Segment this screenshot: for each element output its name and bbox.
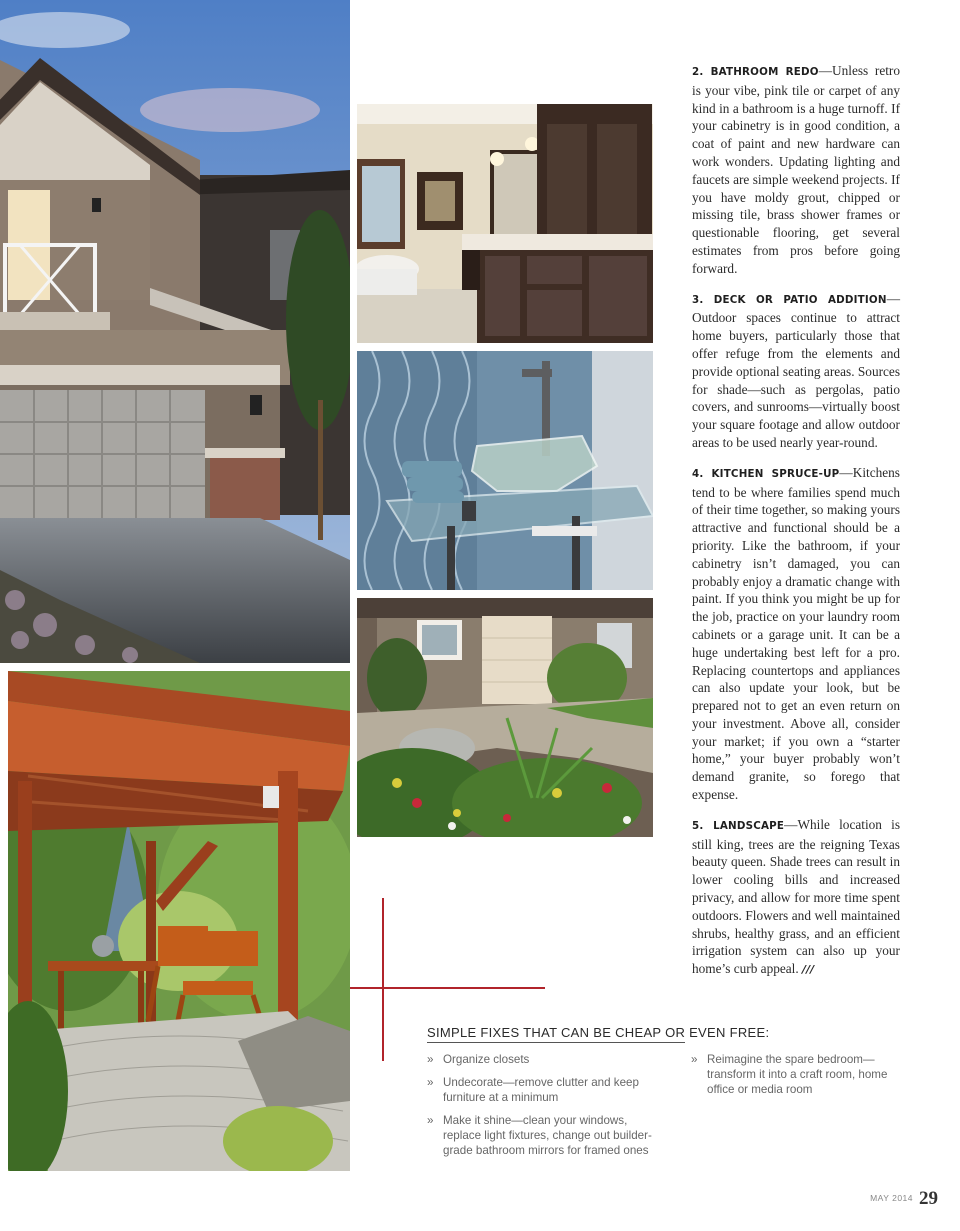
heading-bathroom-redo: 2. BATHROOM REDO [692,66,819,78]
heading-kitchen: 4. KITCHEN SPRUCE-UP [692,467,840,480]
article-landscape [692,816,900,979]
article-deck-patio [692,290,900,452]
red-vertical-rule [382,898,384,1061]
bullet-marker: » [427,1076,434,1089]
bullet-marker: » [427,1114,434,1127]
bathroom-photo [357,104,653,343]
end-mark: /// [802,963,815,977]
page-number: 29 [919,1188,938,1209]
fix-text: Reimagine the spare bedroom—transform it into a craft room, home office or media room [707,1053,888,1096]
list-item [427,1075,652,1105]
list-item [691,1052,906,1097]
article-kitchen [692,464,900,804]
house-exterior-photo [0,0,350,663]
fix-text: Undecorate—remove clutter and keep furniture at a minimum [443,1076,639,1104]
glass-sink-photo [357,351,653,590]
red-horizontal-rule [350,987,545,989]
heading-deck-patio: 3. DECK OR PATIO ADDITION [692,293,887,306]
body-bathroom-redo: —Unless retro is your vibe, pink tile or carpet of any kind in a bathroom is a huge turnoff. If your cabinetry is in good condition, a coat of paint and new hardware can work wonders. Updating lighting and faucets are simple weekend projects. If you have moldy grout, chipped or missing tile, brass shower frames or questionable flooring, get several estimates from pros before going forward. [692,63,900,276]
pergola-patio-photo [8,671,350,1171]
fixes-list-right [691,1052,906,1105]
article-text-column [692,62,900,991]
heading-landscape: 5. LANDSCAPE [692,819,785,832]
body-kitchen: —Kitchens tend to be where families spend much of their time together, so making yours attractive and functional should be a priority. Like the bathroom, if your cabinetry isn’t damaged, you can probably enjoy a dramatic change with paint. If you think you might be up for the job, practice on your laundry room cabinets or a garage unit. It can be a huge undertaking best left for a pro. Replacing countertops and appliances can also update your look, but be prepared not to get an even return on your investment. Above all, consider your market; if you own a “starter home,” your buyer probably won’t demand granite, so forego that expense. [692,464,900,803]
page-folio [870,1188,938,1210]
body-deck-patio: —Outdoor spaces continue to attract home buyers, particularly those that offer refuge from the elements and provide optional seating areas. Sources for shade—such as pergolas, patio covers, and sunrooms—virtually boost your square footage and allow outdoor areas to be used nearly year-round. [692,290,900,450]
issue-date: MAY 2014 [870,1193,913,1203]
article-bathroom-redo [692,62,900,278]
front-yard-photo [357,598,653,837]
fixes-title-underline [427,1042,685,1043]
list-item [427,1113,652,1158]
bullet-marker: » [691,1053,698,1066]
list-item [427,1052,652,1067]
fixes-title: SIMPLE FIXES THAT CAN BE CHEAP OR EVEN FREE: [427,1025,770,1040]
bullet-marker: » [427,1053,434,1066]
fix-text: Make it shine—clean your windows, replace light fixtures, change out builder-grade bathroom mirrors for framed ones [443,1114,652,1157]
fix-text: Organize closets [443,1053,530,1066]
fixes-list-left [427,1052,652,1166]
body-landscape: —While location is still king, trees are the reigning Texas beauty queen. Shade trees can result in lower cooling bills and increased privacy, and allow for more time spent outdoors. Flowers and well maintained shrubs, healthy grass, and an efficient irrigation system can also up your home’s curb appeal. [692,816,900,977]
